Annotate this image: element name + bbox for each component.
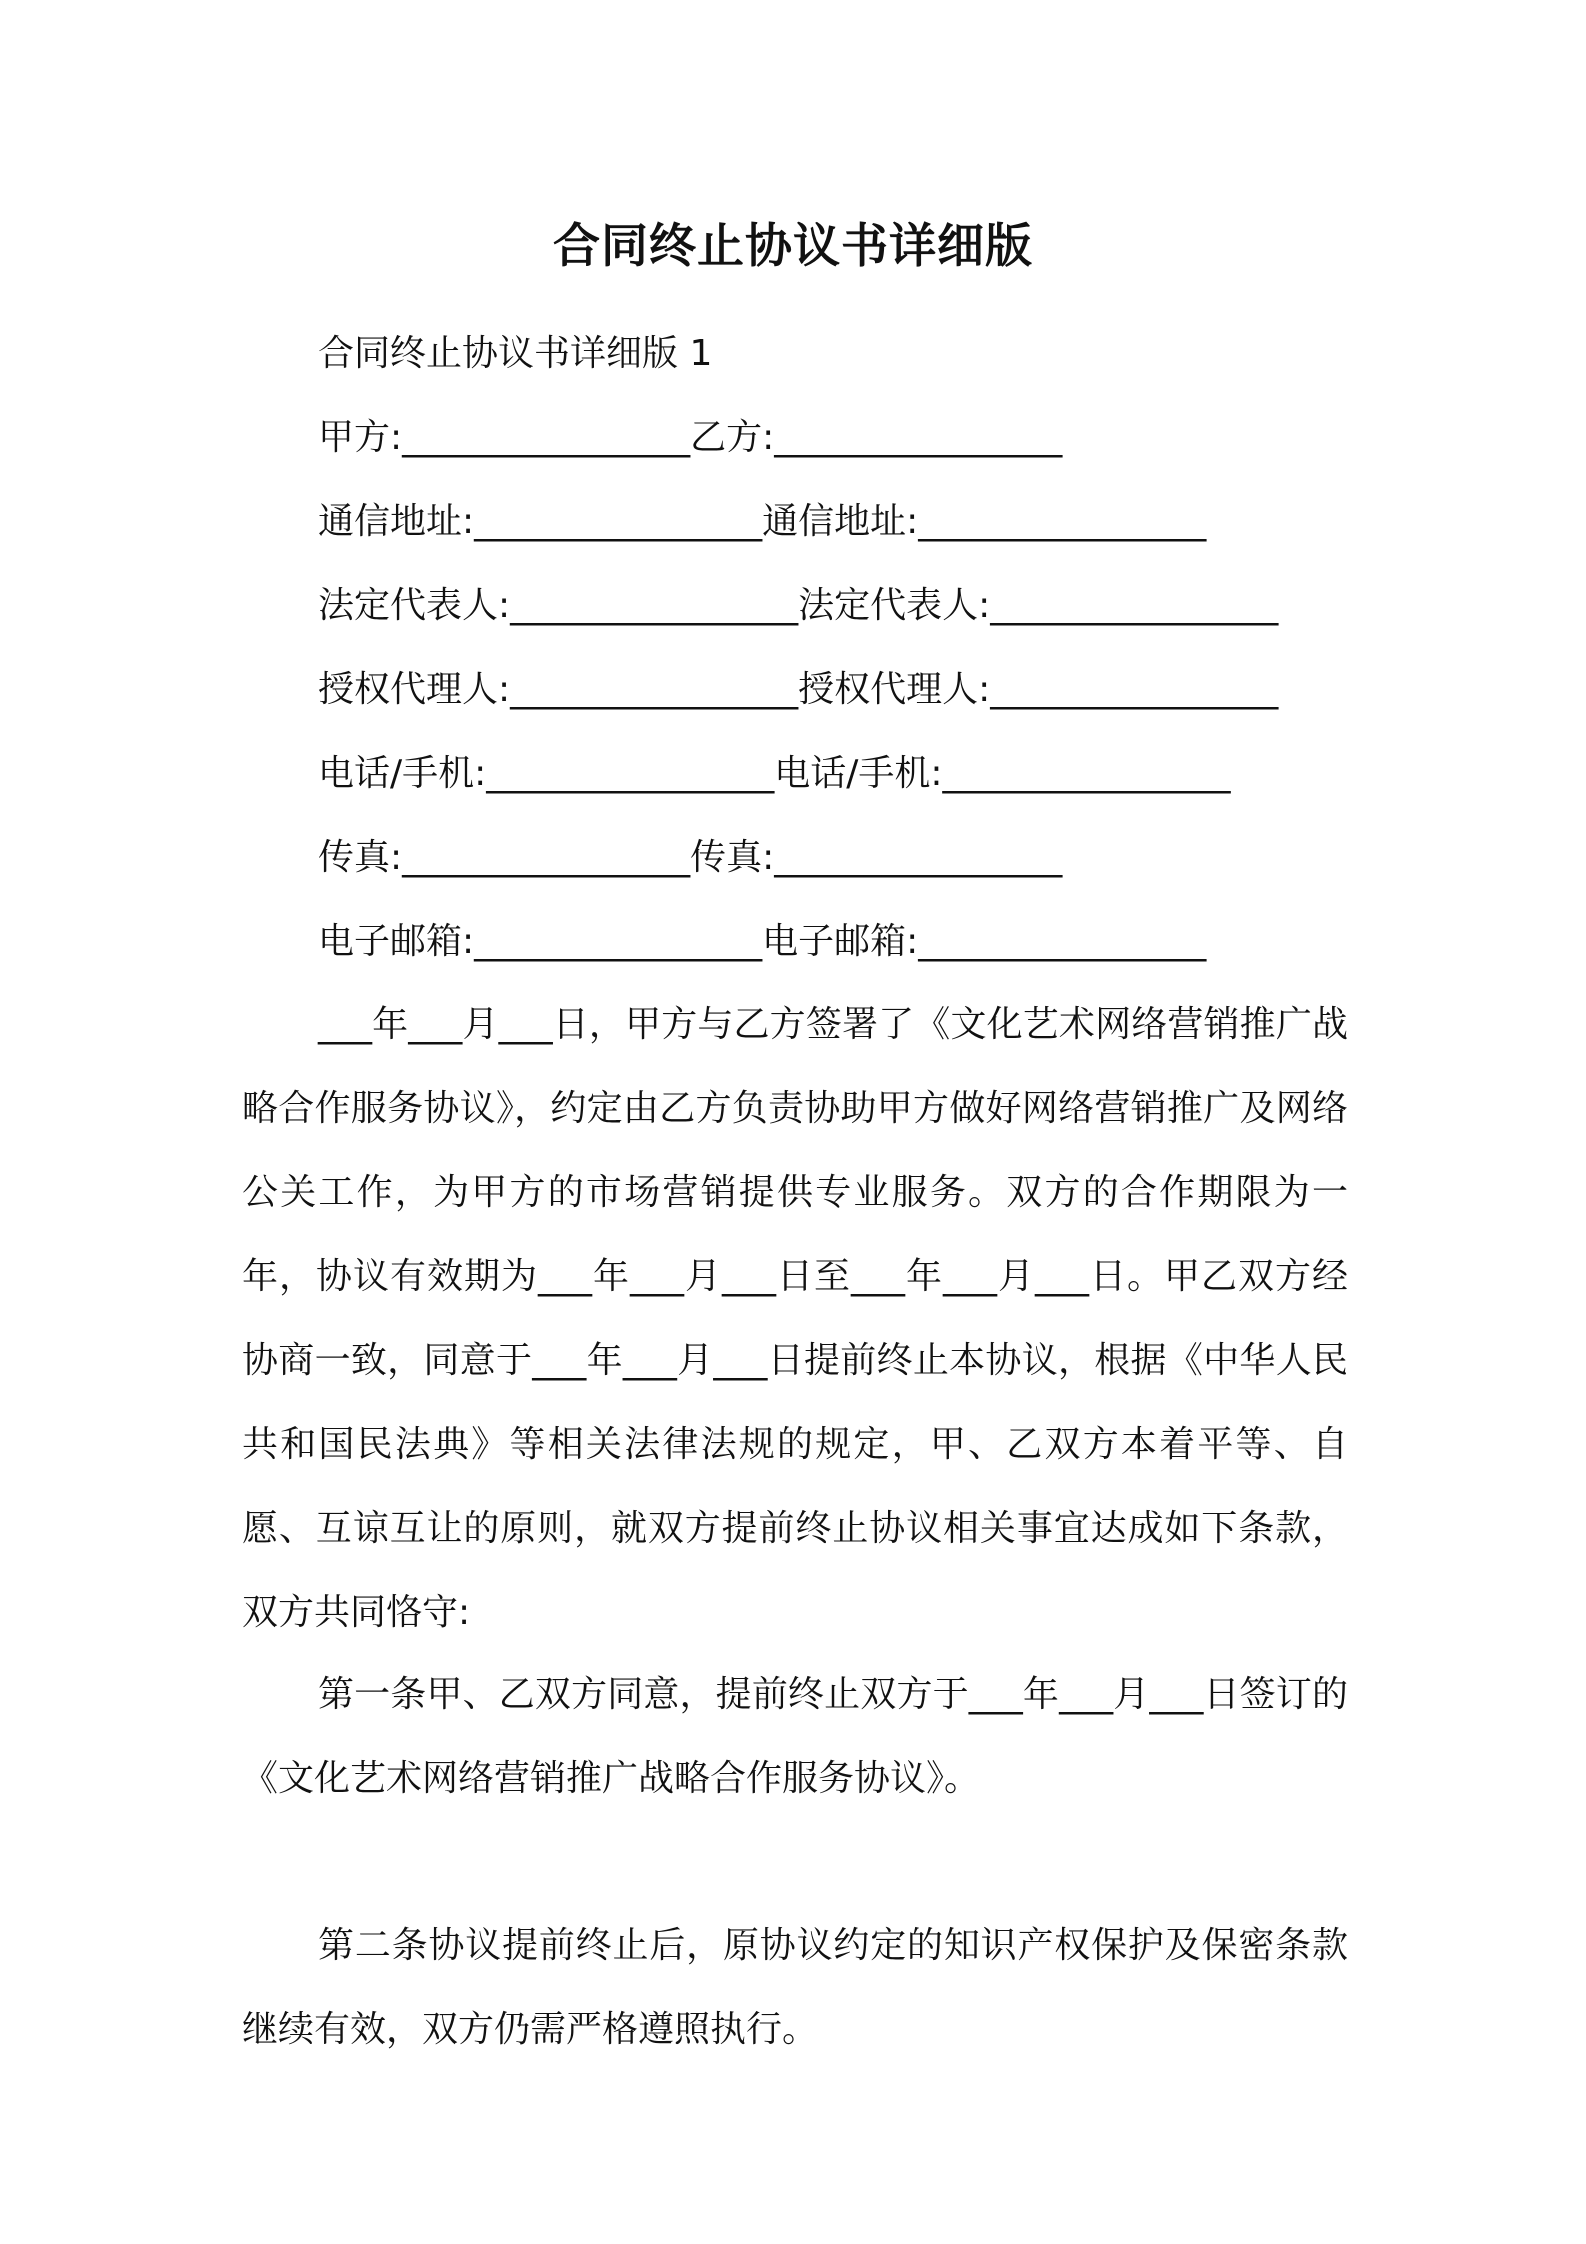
field-email-a: 电子邮箱:________________ [318,921,763,962]
paragraph-article-2: 第二条协议提前终止后，原协议约定的知识产权保护及保密条款继续有效，双方仍需严格遵照执行。 [242,1925,1348,2050]
field-legal-rep-b: 法定代表人:________________ [798,585,1279,626]
document-subtitle: 合同终止协议书详细版 1 [318,333,713,374]
paragraph-article-1: 第一条甲、乙双方同意，提前终止双方于___年___月___日签订的《文化艺术网络营销推广战略合作服务协议》。 [242,1674,1348,1799]
field-party-b: 乙方:________________ [690,417,1063,458]
field-row-party [318,413,1062,463]
field-row-fax [318,833,1062,883]
field-address-a: 通信地址:________________ [318,501,763,542]
field-email-b: 电子邮箱:________________ [762,921,1207,962]
field-fax-a: 传真:________________ [318,837,691,878]
paragraph-intro: ___年___月___日，甲方与乙方签署了《文化艺术网络营销推广战略合作服务协议》，约定由乙方负责协助甲方做好网络营销推广及网络公关工作，为甲方的市场营销提供专业服务。双方的合作期限为一年，协议有效期为___年___月___日至___年___月___日。甲乙双方经协商一致，同意于___年___月___日提前终止本协议，根据《中华人民共和国民法典》等相关法律法规的规定，甲、乙双方本着平等、自愿、互谅互让的原则，就双方提前终止协议相关事宜达成如下条款，双方共同恪守: [242,1004,1348,1633]
field-row-legal-rep [318,581,1278,631]
field-party-a: 甲方:________________ [318,417,691,458]
field-row-address [318,497,1206,547]
field-row-email [318,917,1206,967]
field-row-agent [318,665,1278,715]
field-address-b: 通信地址:________________ [762,501,1207,542]
field-agent-a: 授权代理人:________________ [318,669,799,710]
field-phone-b: 电话/手机:________________ [774,753,1231,794]
field-agent-b: 授权代理人:________________ [798,669,1279,710]
field-phone-a: 电话/手机:________________ [318,753,775,794]
field-fax-b: 传真:________________ [690,837,1063,878]
field-legal-rep-a: 法定代表人:________________ [318,585,799,626]
document-title: 合同终止协议书详细版 [553,219,1033,274]
field-row-phone [318,749,1231,799]
